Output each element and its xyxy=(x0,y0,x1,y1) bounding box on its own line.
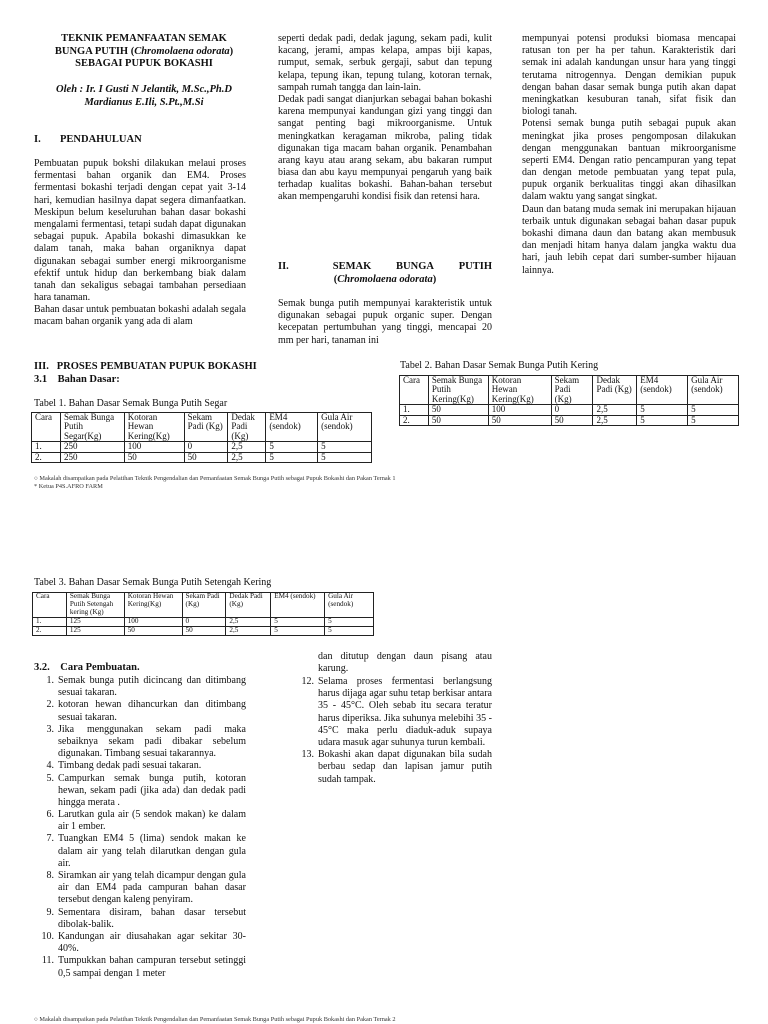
header-cell: Sekam Padi (Kg) xyxy=(551,376,593,405)
footnote-line: ○ Makalah disampaikan pada Pelatihan Teknik Pengendalian dan Pemanfaatan Semak Bunga Putih sebagai Pupuk Bokashi dan Pakan Ternak 1 xyxy=(34,475,396,482)
column-3 xyxy=(522,33,736,277)
list-item: 10. Kandungan air diusahakan agar sekitar 30-40%. xyxy=(41,930,246,955)
steps-list-left xyxy=(34,675,246,980)
table-header-row xyxy=(32,413,372,442)
steps-continuation: dan ditutup dengan daun pisang atau karung. xyxy=(318,651,492,675)
table-cell: 5 xyxy=(266,442,318,452)
table-cell: 5 xyxy=(271,626,325,635)
table-cell: 0 xyxy=(184,442,228,452)
header-cell: EM4 (sendok) xyxy=(266,413,318,442)
table-cell: 250 xyxy=(60,442,124,452)
table-cell: 5 xyxy=(271,617,325,626)
section-1-body xyxy=(34,158,246,329)
footnote-line: * Ketua P4S.AFRO FARM xyxy=(34,482,103,490)
header-cell: Cara xyxy=(33,593,67,618)
table-cell: 5 xyxy=(688,405,739,415)
table-cell: 2,5 xyxy=(228,442,266,452)
paragraph: Bahan dasar untuk pembuatan bokashi adalah segala macam bahan organik yang ada di alam xyxy=(34,304,246,328)
table-cell: 2,5 xyxy=(228,452,266,462)
header-cell: Semak Bunga Putih Segar(Kg) xyxy=(60,413,124,442)
table-cell: 5 xyxy=(688,415,739,425)
paragraph: Daun dan batang muda semak ini merupakan hijauan terbaik untuk digunakan sebagai bahan dasar pupuk bokashi dimana daun dan batang akan membusuk dan menjadi hitam hanya dalam jangka waktu dua hari, jauh lebih cepat dari sumber-sumber hijauan lainnya. xyxy=(522,203,736,276)
table-cell: 100 xyxy=(488,405,551,415)
header-cell: Cara xyxy=(400,376,429,405)
title-line-1: TEKNIK PEMANFAATAN SEMAK xyxy=(61,33,227,44)
header-cell: EM4 (sendok) xyxy=(637,376,688,405)
table-cell: 50 xyxy=(488,415,551,425)
table-cell: 2,5 xyxy=(593,415,637,425)
table-cell: 2. xyxy=(400,415,429,425)
footnote-page-1 xyxy=(34,475,474,491)
table-cell: 100 xyxy=(124,617,182,626)
table-row xyxy=(400,405,739,415)
table-cell: 125 xyxy=(66,617,124,626)
table-cell: 5 xyxy=(637,415,688,425)
section-2-heading: II. SEMAK BUNGA PUTIH (Chromolaena odorata) xyxy=(278,261,492,285)
header-cell: Sekam Padi (Kg) xyxy=(182,593,226,618)
table-1-caption: Tabel 1. Bahan Dasar Semak Bunga Putih Segar xyxy=(34,398,228,409)
header-cell: Gula Air (sendok) xyxy=(325,593,374,618)
column-2-top xyxy=(278,33,492,204)
table-cell: 50 xyxy=(428,415,488,425)
header-cell: EM4 (sendok) xyxy=(271,593,325,618)
table-2 xyxy=(399,375,739,426)
title-line-3: SEBAGAI PUPUK BOKASHI xyxy=(75,58,213,70)
table-cell: 5 xyxy=(637,405,688,415)
author-line-1: Oleh : Ir. I Gusti N Jelantik, M.Sc.,Ph.D xyxy=(56,84,232,95)
section-2-subheading: (Chromolaena odorata) xyxy=(333,273,437,285)
table-cell: 2. xyxy=(32,452,61,462)
table-cell: 5 xyxy=(318,442,372,452)
list-item: 13. Bokashi akan dapat digunakan bila sudah berbau sedap dan lapisan jamur putih sudah tampak. xyxy=(301,749,492,785)
footnote-circle-icon: ○ xyxy=(34,475,38,482)
table-header-row xyxy=(33,593,374,618)
list-item: 1. Semak bunga putih dicincang dan ditimbang sesuai takaran. xyxy=(46,675,246,699)
table-cell: 5 xyxy=(325,626,374,635)
table-cell: 2,5 xyxy=(226,626,271,635)
table-cell: 5 xyxy=(266,452,318,462)
table-cell: 2,5 xyxy=(593,405,637,415)
table-row xyxy=(32,452,372,462)
document-title xyxy=(34,33,254,71)
table-cell: 2. xyxy=(33,626,67,635)
author-line-2: Mardianus E.Ili, S.Pt.,M.Si xyxy=(84,96,204,108)
header-cell: Dedak Padi (Kg) xyxy=(226,593,271,618)
table-cell: 50 xyxy=(551,415,593,425)
list-item: 6. Larutkan gula air (5 sendok makan) ke dalam air 1 ember. xyxy=(46,809,246,833)
table-cell: 125 xyxy=(66,626,124,635)
header-cell: Gula Air (sendok) xyxy=(318,413,372,442)
table-header-row xyxy=(400,376,739,405)
table-cell: 50 xyxy=(184,452,228,462)
list-item: 4. Timbang dedak padi sesuai takaran. xyxy=(46,760,202,772)
footnote-circle-icon: ○ xyxy=(34,1016,38,1023)
section-3-2-heading: 3.2. Cara Pembuatan. xyxy=(34,662,140,673)
table-cell: 2,5 xyxy=(226,617,271,626)
table-row xyxy=(33,617,374,626)
footnote-page-2: ○ Makalah disampaikan pada Pelatihan Teknik Pengendalian dan Pemanfaatan Semak Bunga Putih sebagai Pupuk Bokashi dan Pakan Ternak 2 xyxy=(34,1016,396,1023)
table-2-caption: Tabel 2. Bahan Dasar Semak Bunga Putih Kering xyxy=(400,360,599,371)
table-1 xyxy=(31,412,372,463)
list-item: 2. kotoran hewan dihancurkan dan ditimbang sesuai takaran. xyxy=(46,699,246,723)
column-2-bottom xyxy=(278,298,492,347)
title-line-2: BUNGA PUTIH (Chromolaena odorata) xyxy=(54,45,234,57)
section-1-heading: I. PENDAHULUAN xyxy=(34,134,142,145)
paragraph: Dedak padi sangat dianjurkan sebagai bahan bokashi karena mempunyai kandungan gizi yang tinggi dan sangat penting bagi mikroorganisme. Untuk meningkatkan keragaman mikroba, paling tidak digunakan tiga macam bahan organik. Penambahan arang kayu atau arang sekam, abu bakaran rumput biasa dan abu kayu mempunyai pengaruh yang baik terhadap kualitas bokashi. Bahan-bahan tersebut akan mempengaruhi kondisi fisik dan retensi hara. xyxy=(278,93,492,203)
list-item: 11. Tumpukkan bahan campuran tersebut setinggi 0,5 sampai dengan 1 meter xyxy=(41,955,246,979)
section-3-heading: III. PROSES PEMBUATAN PUPUK BOKASHI xyxy=(34,361,257,372)
table-cell: 50 xyxy=(428,405,488,415)
table-cell: 1. xyxy=(400,405,429,415)
table-cell: 0 xyxy=(551,405,593,415)
table-cell: 50 xyxy=(182,626,226,635)
table-cell: 1. xyxy=(33,617,67,626)
table-cell: 50 xyxy=(124,626,182,635)
paragraph: seperti dedak padi, dedak jagung, sekam padi, kulit kacang, jerami, ampas kelapa, ampas biji kapas, rumput, semak, serbuk gergaji, sabut dan tepung kelapa, tepung ikan, tepung tulang, kotoran ternak, sampah rumah tangga dan lain-lain. xyxy=(278,33,492,93)
table-cell: 5 xyxy=(325,617,374,626)
list-item: 5. Campurkan semak bunga putih, kotoran hewan, sekam padi (jika ada) dan dedak padi hingga merata . xyxy=(46,772,246,808)
table-cell: 5 xyxy=(318,452,372,462)
table-cell: 50 xyxy=(124,452,184,462)
header-cell: Gula Air (sendok) xyxy=(688,376,739,405)
paragraph: Semak bunga putih mempunyai karakteristik untuk digunakan sebagai pupuk organic super. Dengan kecepatan pertumbuhan yang tinggi, mencapai 20 mm per hari, tanaman ini xyxy=(278,298,492,346)
header-cell: Kotoran Hewan Kering(Kg) xyxy=(124,413,184,442)
header-cell: Kotoran Hewan Kering(Kg) xyxy=(488,376,551,405)
steps-list-right xyxy=(294,676,492,786)
list-item: 8. Siramkan air yang telah dicampur dengan gula air dan EM4 pada campuran bahan dasar tersebut dengan kaleng penyiram. xyxy=(46,870,246,906)
header-cell: Dedak Padi (Kg) xyxy=(228,413,266,442)
header-cell: Dedak Padi (Kg) xyxy=(593,376,637,405)
table-row xyxy=(33,626,374,635)
header-cell: Cara xyxy=(32,413,61,442)
table-cell: 250 xyxy=(60,452,124,462)
table-3-caption: Tabel 3. Bahan Dasar Semak Bunga Putih Setengah Kering xyxy=(34,577,272,588)
paragraph: mempunyai potensi produksi biomasa mencapai ratusan ton per ha per tahun. Karakteristik dari semak ini adalah kandungan unsur hara yang tinggi terutama nitrogennya. Dengan demikian pupuk dengan bahan dasar semak bunga putih akan dapat meningkatkan kesuburan tanah, sifat fisik dan biologi tanah. xyxy=(522,33,736,118)
table-cell: 1. xyxy=(32,442,61,452)
paragraph: Potensi semak bunga putih sebagai pupuk akan meningkat jika proses pengomposan dilakukan dengan menggunakan bantuan mikroorganisme seperti EM4. Dengan ratio pencampuran yang tepat dan dengan metode pembuatan yang tepat pula, pupuk organik berkualitas tinggi akan dihasilkan dalam waktu yang sangat singkat. xyxy=(522,118,736,203)
authors xyxy=(34,84,254,110)
table-row xyxy=(32,442,372,452)
header-cell: Kotoran Hewan Kering(Kg) xyxy=(124,593,182,618)
header-cell: Semak Bunga Putih Setengah kering (Kg) xyxy=(66,593,124,618)
table-cell: 0 xyxy=(182,617,226,626)
list-item: 9. Sementara disiram, bahan dasar tersebut dibolak-balik. xyxy=(46,906,246,930)
section-3-1-heading: 3.1 Bahan Dasar: xyxy=(34,374,120,385)
list-item: 7. Tuangkan EM4 5 (lima) sendok makan ke dalam air yang telah dilarutkan dengan gula air. xyxy=(46,833,246,869)
table-cell: 100 xyxy=(124,442,184,452)
paragraph: Pembuatan pupuk bokshi dilakukan melaui proses fermentasi bahan organik dan EM4. Proses fermentasi bokashi terjadi dengan cepat yait 3-14 hari, kemudian hasilnya dapat segera dimanfaatkan. Meskipun belum keseluruhan bahan dasar bokashi mengalami fermentasi, tetapi sudah dapat digunakan sebagai pupuk. Apabila bokashi dimasukkan ke dalam tanah, maka bahan organiknya dapat digunakan sebagai sumber energi mikroorganisme efektif untuk hidup dan berkembang biak dalam tanah dan sekaligus sebagai tambahan persediaan hara tanaman. xyxy=(34,158,246,304)
header-cell: Semak Bunga Putih Kering(Kg) xyxy=(428,376,488,405)
table-row xyxy=(400,415,739,425)
header-cell: Sekam Padi (Kg) xyxy=(184,413,228,442)
table-3 xyxy=(32,592,374,636)
list-item: 12. Selama proses fermentasi berlangsung harus dijaga agar suhu tetap berkisar antara 35 - 45°C. Oleh sebab itu secara teratur harus diperiksa. Jika suhunya melebihi 35 - 45°C maka perlu diaduk-aduk supaya udara masuk agar suhunya turun kembali. xyxy=(301,676,492,748)
list-item: 3. Jika menggunakan sekam padi maka sebaiknya sekam padi dibakar sebelum digunakan. Timbang sesuai takarannya. xyxy=(46,723,246,760)
